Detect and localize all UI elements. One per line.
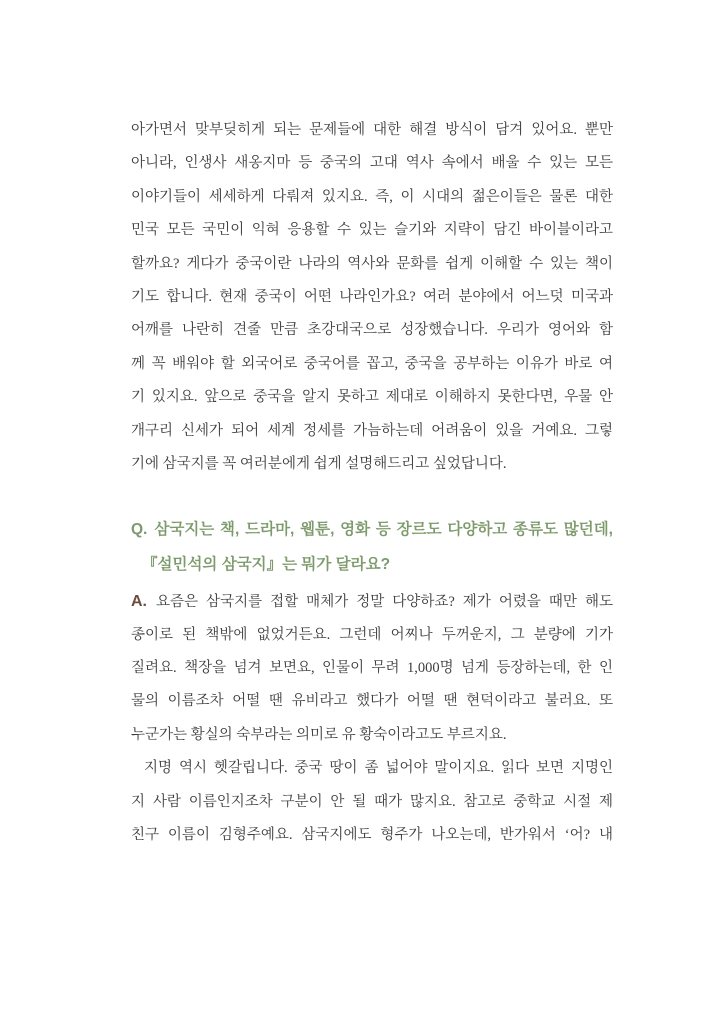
answer-text: 요즘은 삼국지를 접할 매체가 정말 다양하죠? 제가 어렸을 때만 해도 bbox=[156, 594, 613, 611]
answer-line bbox=[131, 585, 613, 618]
answer-section bbox=[131, 585, 613, 852]
text-line: 이야기들이 세세하게 다뤄져 있지요. 즉, 이 시대의 젊은이들은 물론 대한 bbox=[131, 188, 613, 205]
text-line: 할까요? 게다가 중국이란 나라의 역사와 문화를 쉽게 이해할 수 있는 책이 bbox=[131, 255, 613, 272]
question-line bbox=[131, 512, 613, 547]
question-line: 『설민석의 삼국지』는 뭐가 달라요? bbox=[142, 556, 391, 574]
answer-line: 종이로 된 책밖에 없었거든요. 그런데 어찌나 두꺼운지, 그 분량에 기가 bbox=[131, 626, 613, 643]
answer-line: 지 사람 이름인지조차 구분이 안 될 때가 많지요. 참고로 중학교 시절 제 bbox=[131, 793, 613, 810]
answer-line: 물의 이름조차 어떨 땐 유비라고 했다가 어떨 땐 현덕이라고 불러요. 또 bbox=[131, 693, 613, 710]
answer-line: 질려요. 책장을 넘겨 보면요, 인물이 무려 1,000명 넘게 등장하는데, 한 인 bbox=[131, 660, 613, 677]
text-line: 기도 합니다. 현재 중국이 어떤 나라인가요? 여러 분야에서 어느덧 미국과 bbox=[131, 288, 613, 305]
text-line: 기 있지요. 앞으로 중국을 알지 못하고 제대로 이해하지 못한다면, 우물 안 bbox=[131, 389, 613, 406]
question-label: Q. bbox=[131, 521, 148, 539]
answer-label: A. bbox=[131, 593, 147, 611]
text-line: 민국 모든 국민이 익혀 응용할 수 있는 슬기와 지략이 담긴 바이블이라고 bbox=[131, 222, 613, 239]
answer-line: 친구 이름이 김형주예요. 삼국지에도 형주가 나오는데, 반가워서 ‘어? 내 bbox=[131, 827, 613, 844]
text-line: 아니라, 인생사 새옹지마 등 중국의 고대 역사 속에서 배울 수 있는 모든 bbox=[131, 155, 613, 172]
text-line: 께 꼭 배워야 할 외국어로 중국어를 꼽고, 중국을 공부하는 이유가 바로 여 bbox=[131, 355, 613, 372]
text-block bbox=[131, 114, 613, 852]
question-heading bbox=[131, 512, 613, 582]
text-line: 기에 삼국지를 꼭 여러분에게 쉽게 설명해드리고 싶었답니다. bbox=[131, 455, 507, 472]
question-text: 삼국지는 책, 드라마, 웹툰, 영화 등 장르도 다양하고 종류도 많던데, bbox=[154, 521, 613, 539]
answer-line: 누군가는 황실의 숙부라는 의미로 유 황숙이라고도 부르지요. bbox=[131, 726, 507, 743]
paragraph-continued bbox=[131, 114, 613, 481]
text-line: 어깨를 나란히 견줄 만큼 초강대국으로 성장했습니다. 우리가 영어와 함 bbox=[131, 322, 613, 339]
text-line: 아가면서 맞부딪히게 되는 문제들에 대한 해결 방식이 담겨 있어요. 뿐만 bbox=[131, 122, 613, 138]
text-line: 개구리 신세가 되어 세계 정세를 가늠하는데 어려움이 있을 거예요. 그렇 bbox=[131, 422, 613, 439]
answer-line: 지명 역시 헷갈립니다. 중국 땅이 좀 넓어야 말이지요. 읽다 보면 지명인 bbox=[144, 760, 613, 777]
